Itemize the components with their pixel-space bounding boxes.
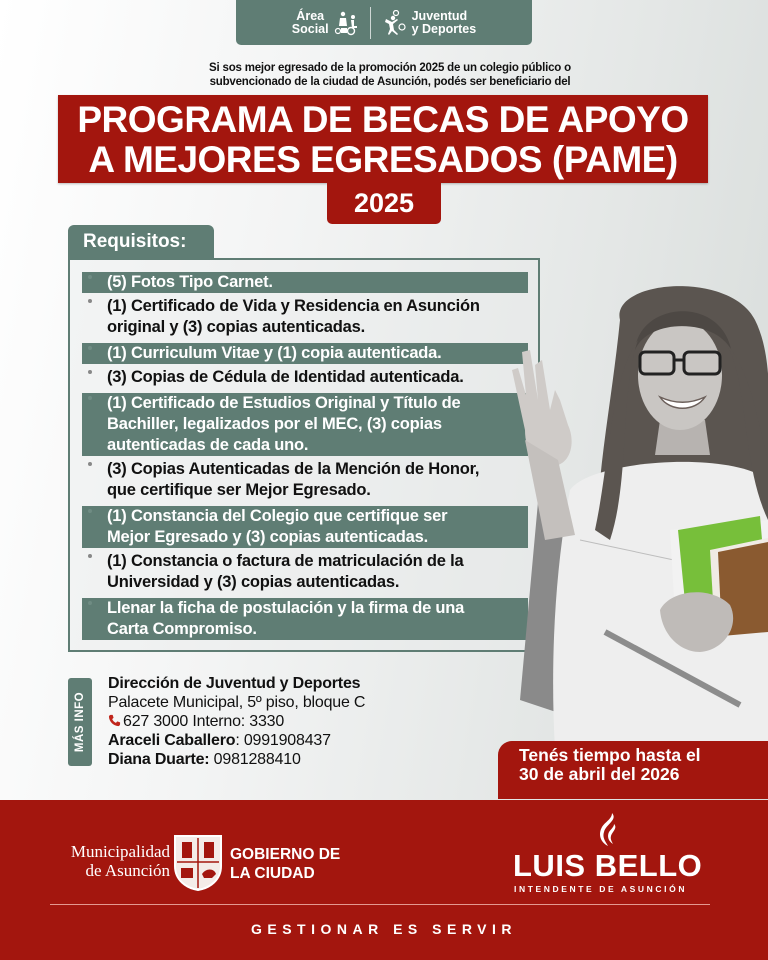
deadline-banner (498, 741, 768, 799)
requirement-item (82, 551, 528, 593)
footer-divider (50, 904, 710, 905)
bullet-icon (88, 299, 92, 303)
requirements-heading: Requisitos: (68, 225, 214, 259)
area-social-line1: Área (296, 8, 325, 23)
requirement-item (82, 393, 528, 456)
mayor-name: LUIS BELLO (513, 848, 703, 883)
phone-icon (108, 714, 121, 727)
requirement-line: original y (3) copias autenticadas. (107, 318, 365, 336)
title-line2: A MEJORES EGRESADOS (PAME) (88, 139, 678, 180)
municipality-line2: de Asunción (85, 861, 170, 880)
area-social-label (292, 10, 329, 36)
bullet-icon (88, 396, 92, 400)
area-social-line2: Social (291, 21, 329, 36)
footer (0, 800, 768, 960)
intro-line1: Si sos mejor egresado de la promoción 2025 de un colegio público o (209, 62, 571, 74)
requirement-item (82, 367, 528, 388)
contact-araceli-phone: : 0991908437 (235, 732, 331, 749)
badge-divider (370, 7, 371, 39)
requirement-item (82, 296, 528, 338)
bullet-icon (88, 554, 92, 558)
requirements-list (82, 272, 528, 640)
requirement-line: (3) Copias de Cédula de Identidad autenticada. (107, 368, 464, 386)
contact-diana[interactable] (108, 750, 448, 769)
requirement-line: Mejor Egresado y (3) copias autenticadas. (107, 528, 428, 546)
contact-araceli[interactable] (108, 731, 448, 750)
requirement-line: (3) Copias Autenticadas de la Mención de Honor, (107, 460, 480, 478)
requirement-line: Carta Compromiso. (107, 620, 257, 638)
gobierno-line1: GOBIERNO DE (230, 846, 341, 863)
contact-araceli-name: Araceli Caballero (108, 732, 236, 749)
requirement-item (82, 343, 528, 364)
gobierno-wordmark (230, 845, 340, 883)
intro-line2: subvencionado de la ciudad de Asunción, podés ser beneficiario del (209, 76, 571, 88)
requirement-line: que certifique ser Mejor Egresado. (107, 481, 371, 499)
office-name (108, 674, 448, 693)
municipality-wordmark (62, 842, 170, 880)
requirement-line: Universidad y (3) copias autenticadas. (107, 573, 400, 591)
bullet-icon (88, 346, 92, 350)
requirement-item (82, 459, 528, 501)
deadline-line1: Tenés tiempo hasta el (519, 745, 701, 765)
bullet-icon (88, 462, 92, 466)
more-info-label: MÁS INFO (74, 691, 87, 753)
requirement-item (82, 272, 528, 293)
area-social-badge (292, 10, 360, 36)
requirement-line: (1) Certificado de Estudios Original y Título de (107, 394, 461, 412)
slogan: GESTIONAR ES SERVIR (250, 921, 518, 937)
family-wheelchair-icon (334, 10, 360, 36)
requirement-line: (5) Fotos Tipo Carnet. (107, 273, 273, 291)
program-year: 2025 (327, 183, 441, 224)
coat-of-arms-icon (172, 832, 224, 892)
requirement-line: Llenar la ficha de postulación y la firma de una (107, 599, 465, 617)
office-phone-text: 627 3000 Interno: 3330 (123, 713, 285, 730)
requirement-item (82, 598, 528, 640)
requirement-line: Bachiller, legalizados por el MEC, (3) copias (107, 415, 442, 433)
more-info-tab (68, 678, 92, 766)
title-line1: PROGRAMA DE BECAS DE APOYO (77, 99, 689, 140)
juventud-label (412, 10, 477, 36)
requirement-item (82, 506, 528, 548)
office-phone[interactable] (108, 712, 448, 731)
juventud-line1: Juventud (411, 8, 468, 23)
intro-text (180, 61, 600, 89)
office-name-text: Dirección de Juventud y Deportes (108, 675, 361, 692)
deadline-line2: 30 de abril del 2026 (519, 764, 680, 784)
bullet-icon (88, 275, 92, 279)
department-badge (236, 0, 532, 45)
bullet-icon (88, 370, 92, 374)
flame-icon (596, 812, 622, 848)
contact-info (108, 674, 448, 769)
contact-diana-phone: 0981288410 (209, 751, 301, 768)
requirement-line: (1) Constancia del Colegio que certifique ser (107, 507, 448, 525)
contact-diana-name: Diana Duarte: (108, 751, 210, 768)
juventud-badge (381, 10, 477, 36)
program-title (58, 95, 708, 183)
requirement-line: (1) Constancia o factura de matriculación de la (107, 552, 464, 570)
mayor-title: INTENDENTE DE ASUNCIÓN (514, 884, 688, 894)
bullet-icon (88, 509, 92, 513)
bullet-icon (88, 601, 92, 605)
municipality-line1: Municipalidad (70, 842, 170, 861)
student-photo (500, 280, 768, 750)
juventud-line2: y Deportes (411, 21, 477, 36)
office-address: Palacete Municipal, 5º piso, bloque C (108, 694, 366, 711)
requirement-line: (1) Certificado de Vida y Residencia en Asunción (107, 297, 480, 315)
requirement-line: (1) Curriculum Vitae y (1) copia autenticada. (107, 344, 442, 362)
requirement-line: autenticadas de cada uno. (107, 436, 309, 454)
gobierno-line2: LA CIUDAD (230, 865, 315, 882)
athlete-icon (381, 10, 407, 36)
